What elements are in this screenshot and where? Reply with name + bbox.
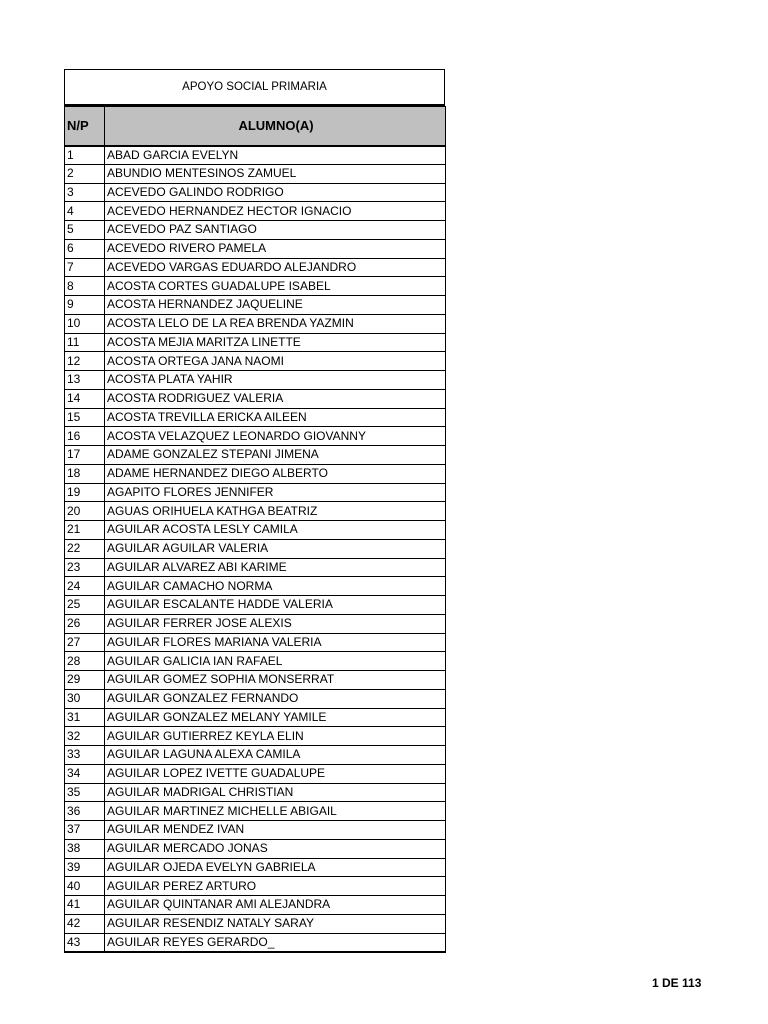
student-name: AGUILAR OJEDA EVELYN GABRIELA — [105, 858, 446, 877]
table-row — [65, 727, 446, 746]
table-row — [65, 427, 446, 446]
student-name: AGUILAR GONZALEZ FERNANDO — [105, 689, 446, 708]
table-row — [65, 839, 446, 858]
student-name: AGUILAR GALICIA IAN RAFAEL — [105, 652, 446, 671]
table-row — [65, 446, 446, 465]
table-row — [65, 558, 446, 577]
row-number: 14 — [65, 389, 105, 408]
column-header-number: N/P — [65, 107, 105, 146]
table-row — [65, 277, 446, 296]
row-number: 29 — [65, 671, 105, 690]
table-row — [65, 239, 446, 258]
row-number: 41 — [65, 896, 105, 915]
table-row — [65, 783, 446, 802]
row-number: 16 — [65, 427, 105, 446]
row-number: 21 — [65, 521, 105, 540]
table-row — [65, 764, 446, 783]
student-name: AGUILAR CAMACHO NORMA — [105, 577, 446, 596]
student-name: AGUAS ORIHUELA KATHGA BEATRIZ — [105, 502, 446, 521]
table-row — [65, 296, 446, 315]
row-number: 38 — [65, 839, 105, 858]
table-row — [65, 408, 446, 427]
student-name: AGUILAR LAGUNA ALEXA CAMILA — [105, 746, 446, 765]
row-number: 31 — [65, 708, 105, 727]
table-row — [65, 352, 446, 371]
table-row — [65, 202, 446, 221]
table-row — [65, 802, 446, 821]
student-name: ADAME GONZALEZ STEPANI JIMENA — [105, 446, 446, 465]
table-row — [65, 314, 446, 333]
student-name: ACOSTA HERNANDEZ JAQUELINE — [105, 296, 446, 315]
student-name: ACEVEDO PAZ SANTIAGO — [105, 221, 446, 240]
student-name: ACOSTA VELAZQUEZ LEONARDO GIOVANNY — [105, 427, 446, 446]
table-row — [65, 389, 446, 408]
student-name: ACOSTA LELO DE LA REA BRENDA YAZMIN — [105, 314, 446, 333]
table-row — [65, 183, 446, 202]
table-row — [65, 708, 446, 727]
row-number: 37 — [65, 821, 105, 840]
row-number: 27 — [65, 633, 105, 652]
row-number: 40 — [65, 877, 105, 896]
student-name: AGUILAR GONZALEZ MELANY YAMILE — [105, 708, 446, 727]
student-name: ACEVEDO RIVERO PAMELA — [105, 239, 446, 258]
student-name: AGUILAR MERCADO JONAS — [105, 839, 446, 858]
row-number: 30 — [65, 689, 105, 708]
student-name: AGUILAR MENDEZ IVAN — [105, 821, 446, 840]
table-row — [65, 671, 446, 690]
student-name: ACOSTA RODRIGUEZ VALERIA — [105, 389, 446, 408]
student-name: ABUNDIO MENTESINOS ZAMUEL — [105, 164, 446, 183]
student-name: AGUILAR GUTIERREZ KEYLA ELIN — [105, 727, 446, 746]
table-row — [65, 633, 446, 652]
student-name: ACOSTA MEJIA MARITZA LINETTE — [105, 333, 446, 352]
table-row — [65, 539, 446, 558]
row-number: 19 — [65, 483, 105, 502]
row-number: 11 — [65, 333, 105, 352]
student-name: ACEVEDO HERNANDEZ HECTOR IGNACIO — [105, 202, 446, 221]
row-number: 17 — [65, 446, 105, 465]
table-row — [65, 689, 446, 708]
student-name: ACOSTA CORTES GUADALUPE ISABEL — [105, 277, 446, 296]
student-name: AGUILAR LOPEZ IVETTE GUADALUPE — [105, 764, 446, 783]
student-name: AGUILAR RESENDIZ NATALY SARAY — [105, 914, 446, 933]
row-number: 20 — [65, 502, 105, 521]
table-row — [65, 896, 446, 915]
student-name: AGUILAR QUINTANAR AMI ALEJANDRA — [105, 896, 446, 915]
table-body — [65, 146, 446, 952]
student-name: AGUILAR FLORES MARIANA VALERIA — [105, 633, 446, 652]
table-row — [65, 614, 446, 633]
student-name: ACEVEDO VARGAS EDUARDO ALEJANDRO — [105, 258, 446, 277]
student-name: AGAPITO FLORES JENNIFER — [105, 483, 446, 502]
student-name: ACEVEDO GALINDO RODRIGO — [105, 183, 446, 202]
row-number: 23 — [65, 558, 105, 577]
row-number: 15 — [65, 408, 105, 427]
student-name: AGUILAR ESCALANTE HADDE VALERIA — [105, 596, 446, 615]
student-name: AGUILAR ACOSTA LESLY CAMILA — [105, 521, 446, 540]
row-number: 25 — [65, 596, 105, 615]
row-number: 28 — [65, 652, 105, 671]
student-list-sheet — [64, 69, 445, 953]
column-header-student: ALUMNO(A) — [105, 107, 446, 146]
row-number: 22 — [65, 539, 105, 558]
row-number: 5 — [65, 221, 105, 240]
table-row — [65, 652, 446, 671]
row-number: 13 — [65, 371, 105, 390]
row-number: 33 — [65, 746, 105, 765]
table-row — [65, 877, 446, 896]
table-row — [65, 371, 446, 390]
student-name: AGUILAR FERRER JOSE ALEXIS — [105, 614, 446, 633]
row-number: 9 — [65, 296, 105, 315]
page-number: 1 DE 113 — [652, 976, 702, 990]
table-row — [65, 146, 446, 165]
table-row — [65, 858, 446, 877]
table-row — [65, 521, 446, 540]
student-table — [64, 106, 446, 953]
table-row — [65, 502, 446, 521]
student-name: ABAD GARCIA EVELYN — [105, 146, 446, 165]
student-name: AGUILAR ALVAREZ ABI KARIME — [105, 558, 446, 577]
row-number: 42 — [65, 914, 105, 933]
table-row — [65, 914, 446, 933]
sheet-title: APOYO SOCIAL PRIMARIA — [64, 69, 445, 106]
row-number: 1 — [65, 146, 105, 165]
student-name: ACOSTA TREVILLA ERICKA AILEEN — [105, 408, 446, 427]
student-name: AGUILAR REYES GERARDO_ — [105, 933, 446, 952]
student-name: ACOSTA PLATA YAHIR — [105, 371, 446, 390]
row-number: 26 — [65, 614, 105, 633]
table-row — [65, 596, 446, 615]
table-row — [65, 164, 446, 183]
row-number: 8 — [65, 277, 105, 296]
row-number: 2 — [65, 164, 105, 183]
row-number: 10 — [65, 314, 105, 333]
row-number: 36 — [65, 802, 105, 821]
row-number: 34 — [65, 764, 105, 783]
student-name: AGUILAR AGUILAR VALERIA — [105, 539, 446, 558]
row-number: 4 — [65, 202, 105, 221]
table-header-row — [65, 107, 446, 146]
table-row — [65, 464, 446, 483]
row-number: 18 — [65, 464, 105, 483]
row-number: 3 — [65, 183, 105, 202]
row-number: 12 — [65, 352, 105, 371]
table-row — [65, 577, 446, 596]
table-row — [65, 258, 446, 277]
table-row — [65, 746, 446, 765]
row-number: 24 — [65, 577, 105, 596]
row-number: 35 — [65, 783, 105, 802]
student-name: AGUILAR MARTINEZ MICHELLE ABIGAIL — [105, 802, 446, 821]
row-number: 32 — [65, 727, 105, 746]
student-name: ADAME HERNANDEZ DIEGO ALBERTO — [105, 464, 446, 483]
row-number: 43 — [65, 933, 105, 952]
table-row — [65, 933, 446, 952]
student-name: AGUILAR GOMEZ SOPHIA MONSERRAT — [105, 671, 446, 690]
student-name: AGUILAR PEREZ ARTURO — [105, 877, 446, 896]
row-number: 6 — [65, 239, 105, 258]
student-name: AGUILAR MADRIGAL CHRISTIAN — [105, 783, 446, 802]
table-row — [65, 333, 446, 352]
table-row — [65, 483, 446, 502]
table-row — [65, 821, 446, 840]
student-name: ACOSTA ORTEGA JANA NAOMI — [105, 352, 446, 371]
row-number: 7 — [65, 258, 105, 277]
row-number: 39 — [65, 858, 105, 877]
table-row — [65, 221, 446, 240]
